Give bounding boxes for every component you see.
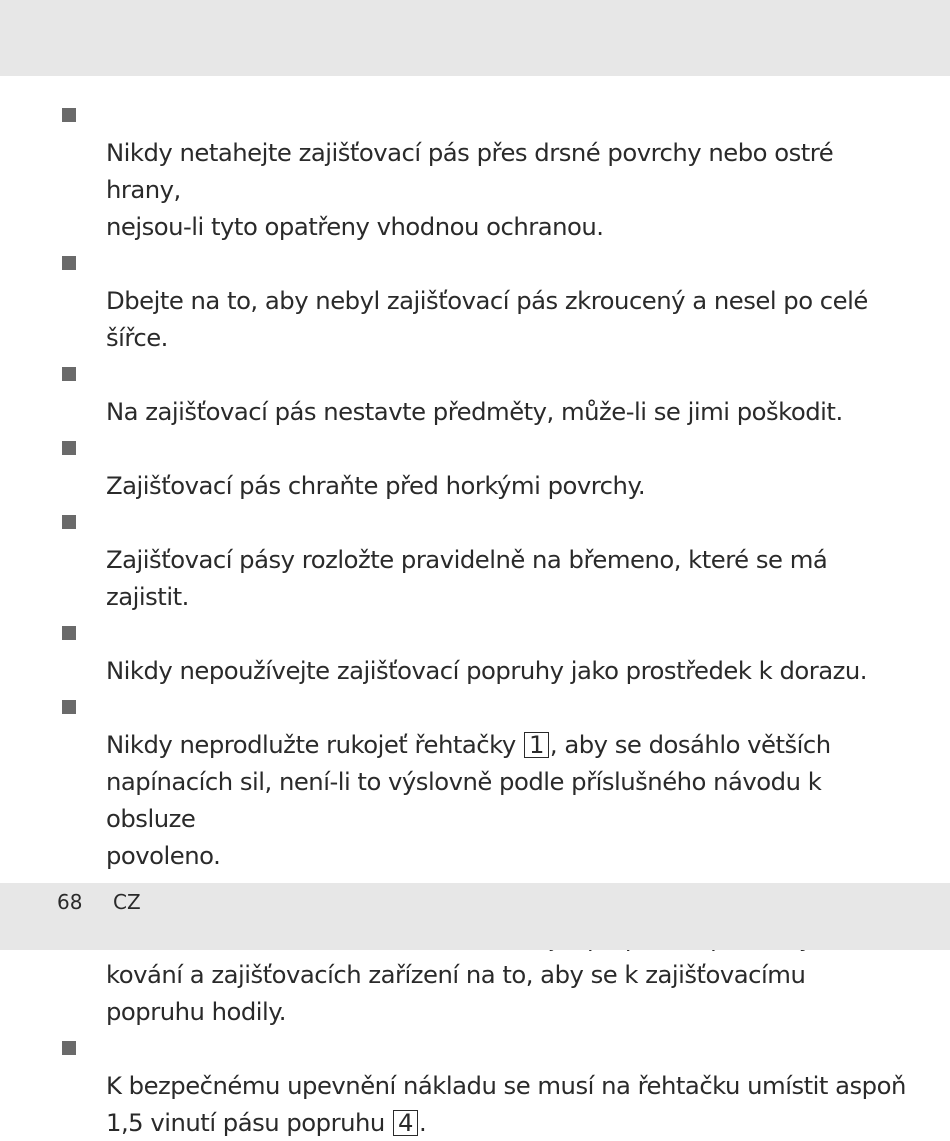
item-text: Zajišťovací pás chraňte před horkými povrchy.: [106, 471, 646, 500]
list-item: [58, 245, 908, 356]
item-text-before: Nikdy neprodlužte rukojeť řehtačky: [106, 730, 523, 759]
warning-text: kování a zajišťovacích zařízení na to, aby se k zajišťovacímu popruhu hodily.: [106, 960, 806, 1026]
item-text: Nikdy nepoužívejte zajišťovací popruhy jako prostředek k dorazu.: [106, 656, 867, 685]
square-bullet-icon: [62, 700, 76, 714]
part-reference-box: 1: [524, 732, 549, 758]
safety-instructions: [58, 97, 908, 1141]
header-band: [0, 0, 950, 76]
page-number: 68: [57, 890, 83, 914]
item-text: Nikdy netahejte zajišťovací pás přes drsné povrchy nebo ostré hrany, nejsou-li tyto opatřeny vhodnou ochranou.: [106, 138, 834, 241]
part-reference-box: 4: [393, 1110, 418, 1136]
item-text: Na zajišťovací pás nestavte předměty, může-li se jimi poškodit.: [106, 397, 843, 426]
item-text: Zajišťovací pásy rozložte pravidelně na břemeno, které se má zajistit.: [106, 545, 828, 611]
list-item: [58, 356, 908, 430]
square-bullet-icon: [62, 108, 76, 122]
item-text-after: .: [418, 1108, 427, 1137]
item-text-before: K bezpečnému upevnění nákladu se musí na řehtačku umístit aspoň 1,5 vinutí pásu popruhu: [106, 1071, 906, 1137]
square-bullet-icon: [62, 1041, 76, 1055]
square-bullet-icon: [62, 441, 76, 455]
square-bullet-icon: [62, 515, 76, 529]
square-bullet-icon: [62, 256, 76, 270]
square-bullet-icon: [62, 626, 76, 640]
square-bullet-icon: [62, 367, 76, 381]
item-text: Dbejte na to, aby nebyl zajišťovací pás zkroucený a nesel po celé šířce.: [106, 286, 868, 352]
footer-band: [0, 883, 950, 950]
list-item: [58, 97, 908, 245]
language-code: CZ: [113, 890, 141, 914]
list-item: [58, 689, 908, 874]
list-item: [58, 615, 908, 689]
list-item: [58, 430, 908, 504]
list-item: [58, 1030, 908, 1141]
item-text-after: , aby se dosáhlo větších napínacích sil, není-li to výslovně podle příslušného návodu k obsluze povoleno.: [106, 730, 831, 870]
list-item: [58, 504, 908, 615]
